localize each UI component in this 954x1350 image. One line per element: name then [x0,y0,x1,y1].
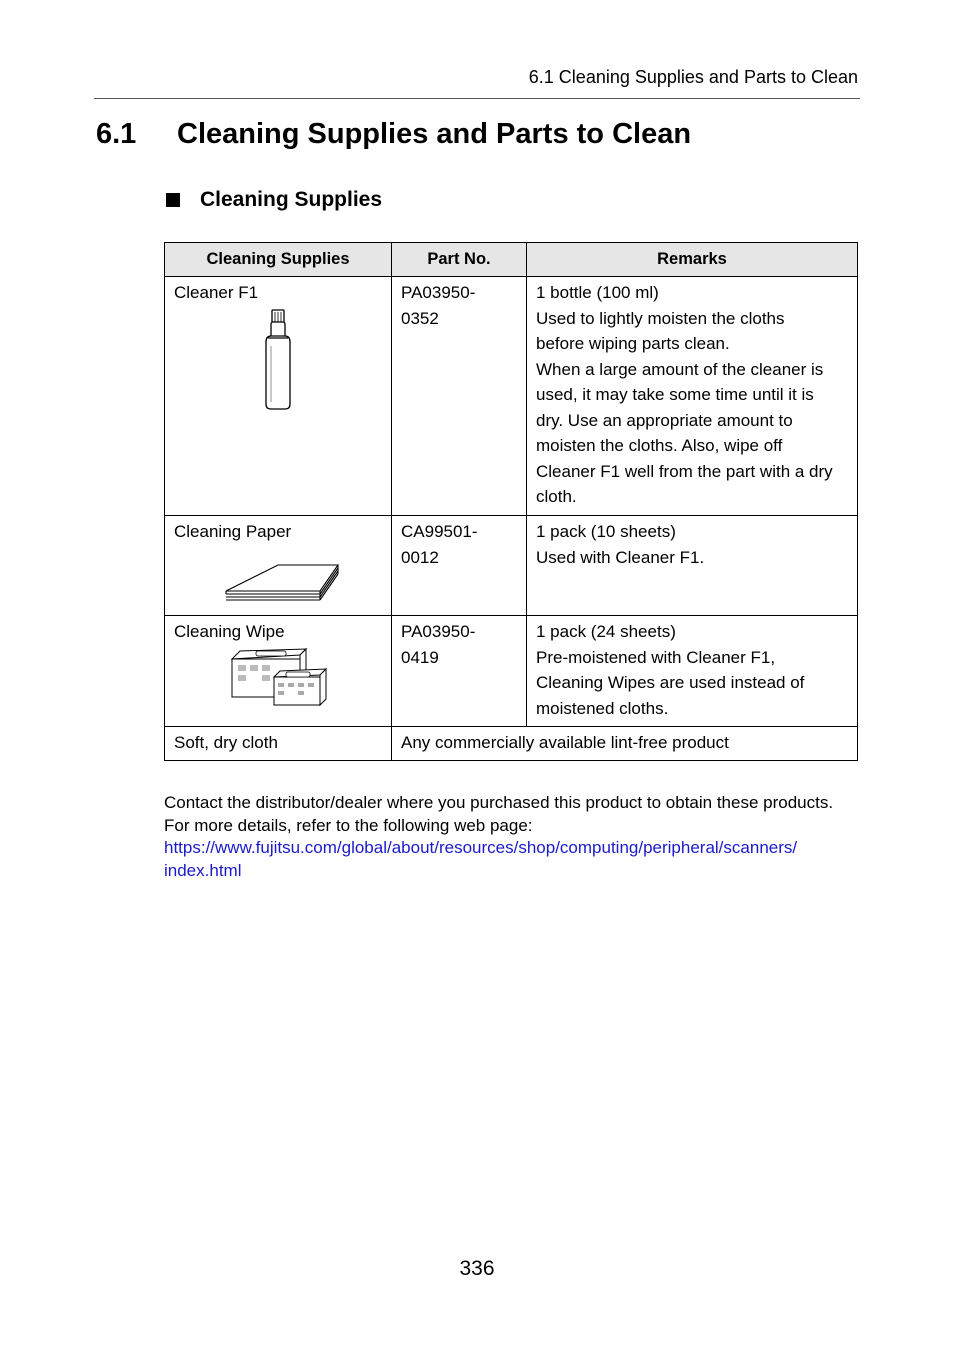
remarks-line: before wiping parts clean. [536,334,730,353]
web-link[interactable]: index.html [164,860,242,880]
column-header: Cleaning Supplies [165,243,392,277]
part-number-cell [392,616,527,727]
column-header: Part No. [392,243,527,277]
table-row [165,727,858,761]
remarks-cell [527,277,858,516]
table-header-row [165,243,858,277]
cleaning-supplies-table [164,242,858,761]
wipe-packets-icon [174,645,374,711]
section-number: 6.1 [96,118,137,150]
page-title [96,116,691,152]
supply-name: Cleaner F1 [174,283,259,302]
remarks-line: used, it may take some time until it is [536,385,814,404]
page-title-text: Cleaning Supplies and Parts to Clean [177,118,692,150]
note-line: For more details, refer to the following web page: [164,815,533,835]
paper-stack-icon [174,545,374,605]
merged-remarks-cell: Any commercially available lint-free product [392,727,858,761]
remarks-line: Cleaner F1 well from the part with a dry [536,461,833,481]
remarks-line: moistened cloths. [536,698,669,718]
part-number-cell [392,277,527,516]
remarks-cell [527,616,858,727]
part-number: 0352 [401,308,439,328]
supply-name-cell: Soft, dry cloth [165,727,392,761]
remarks-line: 1 pack (10 sheets) [536,522,676,541]
remarks-line: Used with Cleaner F1. [536,547,705,567]
remarks-line: Pre-moistened with Cleaner F1, [536,647,776,667]
remarks-line: 1 bottle (100 ml) [536,283,659,302]
note-line: Contact the distributor/dealer where you purchased this product to obtain these products. [164,793,834,812]
remarks-line: 1 pack (24 sheets) [536,622,676,641]
remarks-line: dry. Use an appropriate amount to [536,410,793,430]
web-link[interactable]: https://www.fujitsu.com/global/about/resources/shop/computing/peripheral/scanners/ [164,838,798,857]
spray-bottle-icon [174,306,374,416]
remarks-cell [527,516,858,616]
supply-name: Cleaning Paper [174,522,292,541]
column-header: Remarks [527,243,858,277]
section-heading-text: Cleaning Supplies [200,188,383,211]
part-number: 0012 [401,547,439,567]
contact-note [164,792,864,882]
header-rule [94,98,860,99]
remarks-line: cloth. [536,487,577,506]
page-number: 336 [459,1257,495,1280]
square-bullet-icon [166,193,180,207]
remarks-line: Used to lightly moisten the cloths [536,308,785,328]
remarks-line: When a large amount of the cleaner is [536,359,824,379]
part-number: CA99501- [401,522,478,541]
part-number-cell [392,516,527,616]
remarks-line: moisten the cloths. Also, wipe off [536,436,783,455]
supply-name: Cleaning Wipe [174,622,285,641]
supply-name-cell [165,616,392,727]
part-number: PA03950- [401,622,476,641]
part-number: PA03950- [401,283,476,302]
running-header: 6.1 Cleaning Supplies and Parts to Clean [528,67,858,87]
remarks-line: Cleaning Wipes are used instead of [536,673,805,692]
table-row [165,277,858,516]
supply-name-cell [165,277,392,516]
section-heading [166,186,382,213]
supply-name-cell [165,516,392,616]
table-row [165,516,858,616]
table-row [165,616,858,727]
part-number: 0419 [401,647,439,667]
